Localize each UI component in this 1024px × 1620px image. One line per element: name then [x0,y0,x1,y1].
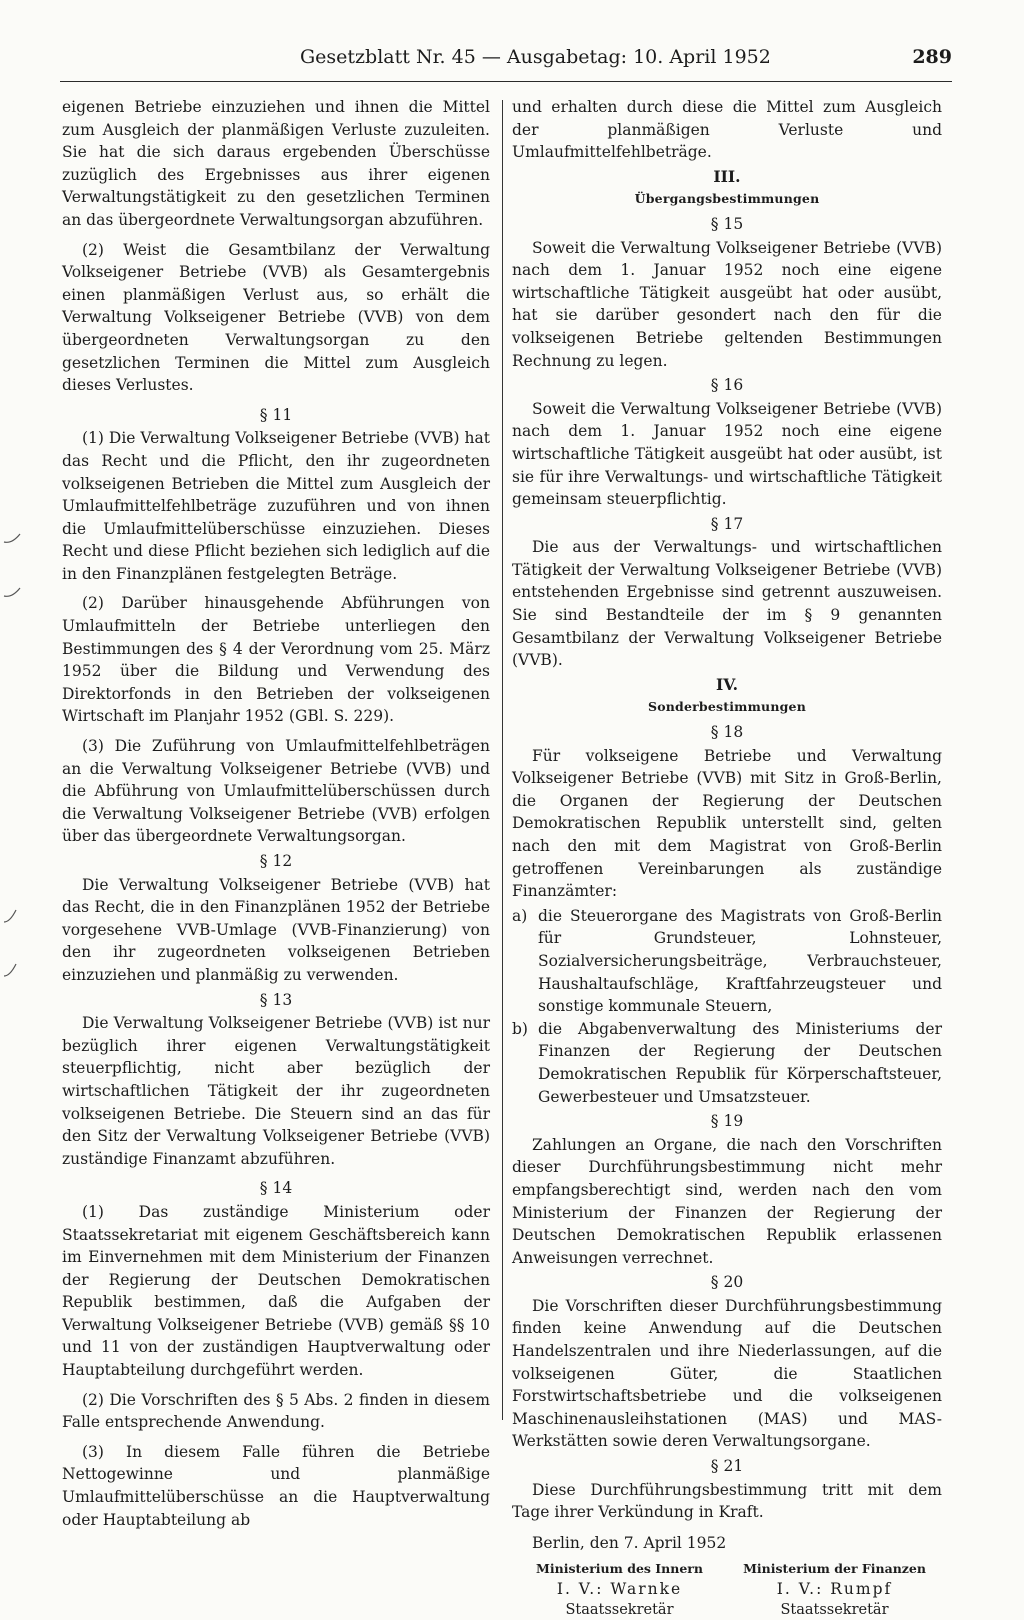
column-divider [502,100,503,1420]
paragraph: Zahlungen an Organe, die nach den Vorschriften dieser Durchführungsbestimmung nicht mehr empfangsberechtigt sind, werden nach den vom Ministerium der Finanzen der Regierung der Deutschen Demokratischen Republik erlassenen Anweisungen verrechnet. [512,1135,942,1267]
page-number: 289 [912,46,952,68]
signatory-title: Staatssekretär [780,1602,889,1619]
left-column [62,96,490,1538]
header-title: Gesetzblatt Nr. 45 — Ausgabetag: 10. April 1952 [300,46,771,68]
section-heading: § 12 [259,852,293,870]
list-text: die Abgabenverwaltung des Ministeriums der Finanzen der Regierung der Deutschen Demokratischen Republik für Körperschaftsteuer, Gewerbesteuer und Umsatzsteuer. [538,1019,942,1106]
paragraph: (2) Darüber hinausgehende Abführungen von Umlaufmitteln der Betriebe unterliegen den Bestimmungen des § 4 der Verordnung vom 25. März 1952 über die Bildung und Verwendung des Direktorfonds in den Betrieben der volkseigenen Wirtschaft im Planjahr 1952 (GBl. S. 229). [62,594,490,726]
paragraph: (1) Die Verwaltung Volkseigener Betriebe (VVB) hat das Recht und die Pflicht, den ihr zugeordneten volkseigenen Betrieben die Mittel zum Ausgleich der Umlaufmittelfehlbeträge zuzuführen und von ihnen die Umlaufmittelüberschüsse einzuziehen. Dieses Recht und diese Pflicht beziehen sich lediglich auf die in den Finanzplänen festgelegten Beträge. [62,429,490,583]
section-heading: § 15 [710,214,744,233]
paragraph: eigenen Betriebe einzuziehen und ihnen die Mittel zum Ausgleich der planmäßigen Verluste zuzuleiten. Sie hat die sich daraus ergebenden Überschüsse zuzüglich des Ergebnisses aus ihrer eigenen Verwaltungstätigkeit zu den gesetzlichen Terminen an das übergeordnete Verwaltungsorgan abzuführen. [62,98,490,229]
paragraph: Soweit die Verwaltung Volkseigener Betriebe (VVB) nach dem 1. Januar 1952 noch eine eigene wirtschaftliche Tätigkeit ausgeübt hat oder ausübt, ist sie für ihre Verwaltungs- und wirtschaftliche Tätigkeit gemeinsam steuerpflichtig. [512,399,942,509]
signatory-right [727,1560,942,1620]
paragraph: Die Verwaltung Volkseigener Betriebe (VVB) ist nur bezüglich ihrer eigenen Verwaltungstätigkeit steuerpflichtig, nicht aber bezüglich der wirtschaftlichen Tätigkeit der ihr zugeordneten volkseigenen Betriebe. Die Steuern sind an das für den Sitz der Verwaltung Volkseigener Betriebe (VVB) zuständige Finanzamt abzuführen. [62,1014,490,1168]
part-number: III. [713,166,741,186]
section-heading: § 14 [259,1179,293,1198]
paragraph: (2) Weist die Gesamtbilanz der Verwaltung Volkseigener Betriebe (VVB) als Gesamtergebnis einen planmäßigen Verlust aus, so erhält die Verwaltung Volkseigener Betriebe (VVB) von dem übergeordneten Verwaltungsorgan zu den gesetzlichen Terminen die Mittel zum Ausgleich dieses Verlustes. [62,240,490,395]
section-heading: § 13 [259,990,293,1009]
margin-tick-mark [0,582,24,604]
paragraph: (1) Das zuständige Ministerium oder Staatssekretariat mit eigenem Geschäftsbereich kann im Einvernehmen mit dem Ministerium der Finanzen der Regierung der Deutschen Demokratischen Republik bestimmen, daß die Aufgaben der Verwaltung Volkseigener Betriebe (VVB) gemäß §§ 10 und 11 von der zuständigen Hauptverwaltung oder Hauptabteilung durchgeführt werden. [62,1202,490,1380]
signatory-name: I. V.: Rumpf [776,1580,893,1599]
list-marker: b) [512,1019,528,1038]
signature-row [512,1560,942,1620]
margin-tick-mark [0,528,24,550]
signatory-ministry: Ministerium des Innern [536,1561,703,1577]
paragraph: Diese Durchführungsbestimmung tritt mit dem Tage ihrer Verkündung in Kraft. [512,1480,942,1522]
signature-block [512,1532,942,1620]
paragraph: Die Vorschriften dieser Durchführungsbestimmung finden keine Anwendung auf die Deutschen Handelszentralen und ihre Niederlassungen, auf die volkseigenen Güter, die Staatlichen Forstwirtschaftsbetriebe und die volkseigenen Maschinenausleihstationen (MAS) und MAS-Werkstätten sowie deren Verwaltungsorgane. [512,1296,942,1451]
list-text: die Steuerorgane des Magistrats von Groß-Berlin für Grundsteuer, Lohnsteuer, Sozialversicherungsbeiträge, Verbrauchsteuer, Haushaltaufschläge, Kraftfahrzeugsteuer und sonstige kommunale Steuern, [538,906,942,1016]
signatory-left [512,1560,727,1620]
signatory-title: Staatssekretär [565,1602,674,1619]
paragraph: Die Verwaltung Volkseigener Betriebe (VVB) hat das Recht, die in den Finanzplänen 1952 der Betriebe vorgesehene VVB-Umlage (VVB-Finanzierung) von den ihr zugeordneten volkseigenen Betrieben einzuziehen und planmäßig zu verwenden. [62,875,490,984]
margin-tick-mark [0,960,24,982]
paragraph: Die aus der Verwaltungs- und wirtschaftlichen Tätigkeit der Verwaltung Volkseigener Betriebe (VVB) entstehenden Ergebnisse sind getrennt auszuweisen. Sie sind Bestandteile der im § 9 genannten Gesamtbilanz der Verwaltung Volkseigener Betriebe (VVB). [512,538,942,670]
paragraph: (3) In diesem Falle führen die Betriebe Nettogewinne und planmäßige Umlaufmittelüberschüsse an die Hauptverwaltung oder Hauptabteilung ab [62,1442,490,1529]
section-heading: § 11 [259,405,293,424]
section-heading: § 19 [710,1112,744,1131]
place-date: Berlin, den 7. April 1952 [532,1533,727,1552]
signatory-name: I. V.: Warnke [556,1580,683,1599]
paragraph: Soweit die Verwaltung Volkseigener Betriebe (VVB) nach dem 1. Januar 1952 noch eine eigene wirtschaftliche Tätigkeit ausgeübt hat oder ausübt, hat sie darüber gesondert nach den für die volkseigenen Betriebe geltenden Bestimmungen Rechnung zu legen. [512,238,942,370]
paragraph: (2) Die Vorschriften des § 5 Abs. 2 finden in diesem Falle entsprechende Anwendung. [62,1390,490,1432]
list-item [512,905,942,1018]
paragraph: (3) Die Zuführung von Umlaufmittelfehlbeträgen an die Verwaltung Volkseigener Betriebe (VVB) und die Abführung von Umlaufmittelüberschüssen durch die Verwaltung Volkseigener Betriebe (VVB) erfolgen über das übergeordnete Verwaltungsorgan. [62,737,490,846]
part-number: IV. [716,674,738,694]
section-heading: § 21 [710,1457,744,1476]
list-item [512,1018,942,1108]
right-column [512,96,942,1620]
section-heading: § 16 [710,376,744,395]
signatory-ministry: Ministerium der Finanzen [743,1561,926,1577]
paragraph: Für volkseigene Betriebe und Verwaltung Volkseigener Betriebe (VVB) mit Sitz in Groß-Berlin, die Organen der Regierung der Deutschen Demokratischen Republik unterstellt sind, gelten nach den mit dem Magistrat von Groß-Berlin getroffenen Vereinbarungen als zuständige Finanzämter: [512,746,942,901]
header-rule [60,81,952,82]
part-heading: Sonderbestimmungen [648,699,806,715]
paragraph: und erhalten durch diese die Mittel zum Ausgleich der planmäßigen Verluste und Umlaufmittelfehlbeträge. [512,98,942,162]
enumerated-list [512,905,942,1108]
margin-tick-mark [0,906,24,928]
part-heading: Übergangsbestimmungen [634,191,820,207]
section-heading: § 17 [710,514,744,533]
section-heading: § 18 [710,723,744,742]
page-header [60,42,952,82]
list-marker: a) [512,906,528,925]
section-heading: § 20 [710,1273,744,1292]
